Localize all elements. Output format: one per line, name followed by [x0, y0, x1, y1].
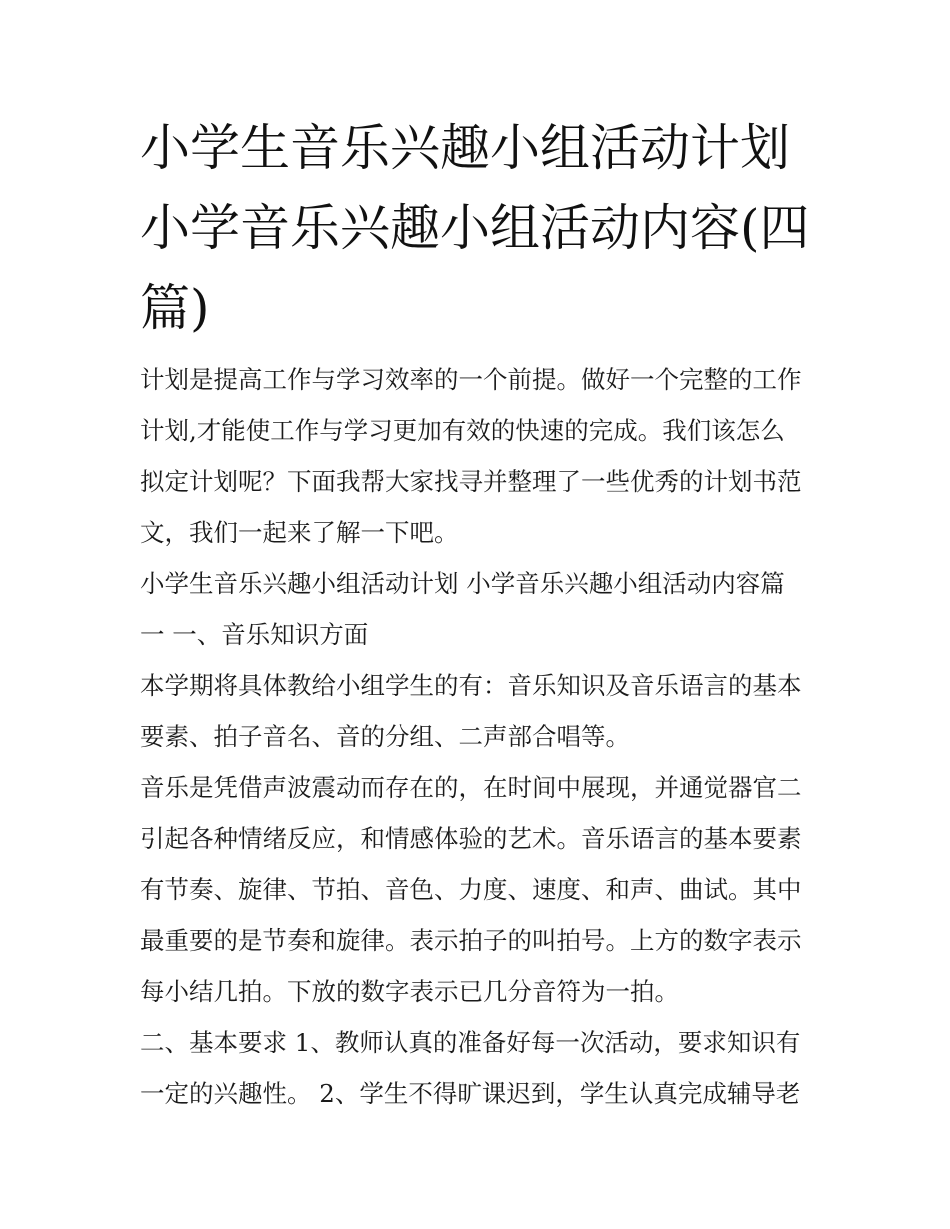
body-line: 一定的兴趣性。 2、学生不得旷课迟到，学生认真完成辅导老 — [140, 1079, 801, 1108]
body-line: 每小结几拍。下放的数字表示已几分音符为一拍。 — [140, 977, 679, 1006]
body-line: 小学生音乐兴趣小组活动计划 小学音乐兴趣小组活动内容篇 — [140, 569, 785, 598]
body-line: 最重要的是节奏和旋律。表示拍子的叫拍号。上方的数字表示 — [140, 926, 802, 955]
body-line: 音乐是凭借声波震动而存在的，在时间中展现，并通觉器官二 — [140, 773, 802, 802]
title-line: 篇) — [140, 279, 210, 337]
body-line: 一 一、音乐知识方面 — [140, 620, 369, 649]
document-title — [140, 108, 820, 348]
body-line: 引起各种情绪反应，和情感体验的艺术。音乐语言的基本要素 — [140, 824, 802, 853]
title-line: 小学音乐兴趣小组活动内容(四 — [140, 199, 810, 257]
body-line: 要素、拍子音名、音的分组、二声部合唱等。 — [140, 722, 630, 751]
body-line: 二、基本要求 1、教师认真的准备好每一次活动，要求知识有 — [140, 1028, 801, 1057]
body-line: 有节奏、旋律、节拍、音色、力度、速度、和声、曲试。其中 — [140, 875, 802, 904]
body-line: 本学期将具体教给小组学生的有：音乐知识及音乐语言的基本 — [140, 671, 802, 700]
body-line: 拟定计划呢？下面我帮大家找寻并整理了一些优秀的计划书范 — [140, 467, 802, 496]
title-line: 小学生音乐兴趣小组活动计划 — [140, 119, 790, 177]
body-line: 文，我们一起来了解一下吧。 — [140, 518, 459, 547]
body-line: 计划是提高工作与学习效率的一个前提。做好一个完整的工作 — [140, 365, 802, 394]
body-line: 计划,才能使工作与学习更加有效的快速的完成。我们该怎么 — [140, 416, 785, 445]
document-body — [140, 354, 820, 1119]
